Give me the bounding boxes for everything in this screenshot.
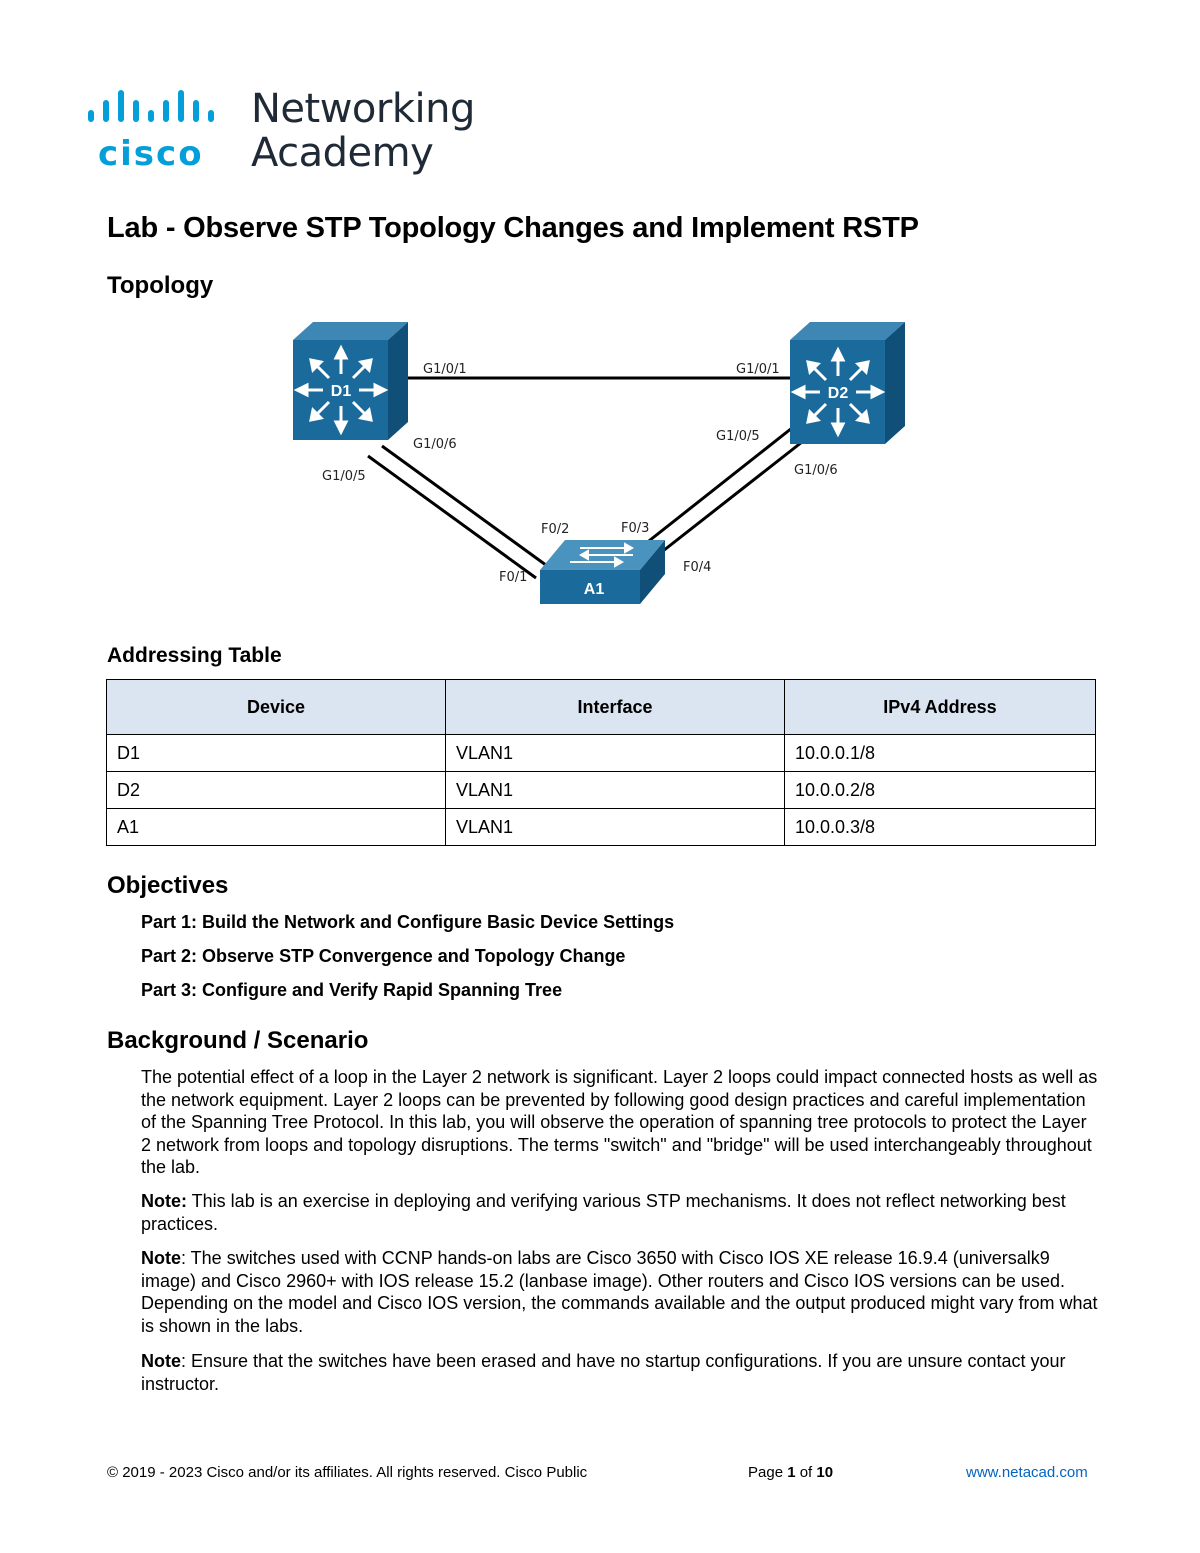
note-text: : Ensure that the switches have been erased and have no startup configurations. If you are unsure contact your instructor. <box>141 1351 1066 1394</box>
link-d2-a1-a <box>640 428 792 548</box>
port-label-d1-g106: G1/0/6 <box>413 437 457 452</box>
port-label-d1-g101: G1/0/1 <box>423 362 467 377</box>
note-label: Note <box>141 1248 181 1268</box>
table-cell: 10.0.0.3/8 <box>785 809 1096 846</box>
table-cell: VLAN1 <box>446 809 785 846</box>
switch-d2-icon <box>790 322 905 444</box>
table-cell: D2 <box>107 772 446 809</box>
note-paragraph-2 <box>141 1247 1101 1337</box>
port-label-d2-g101: G1/0/1 <box>736 362 780 377</box>
objective-item: Part 2: Observe STP Convergence and Topology Change <box>141 946 626 966</box>
page-title: Lab - Observe STP Topology Changes and Implement RSTP <box>107 212 919 244</box>
footer-page-number: Page 1 of 10 <box>748 1464 834 1481</box>
note-text: : The switches used with CCNP hands-on labs are Cisco 3650 with Cisco IOS XE release 16.9.4 (universalk9 image) and Cisco 2960+ with IOS release 15.2 (lanbase image). Other routers and Cisco IOS versions can be used. Depending on the model and Cisco IOS version, the commands available and the output produced might vary from what is shown in the labs. <box>141 1248 1098 1336</box>
logo-networking-text: Networking <box>251 86 475 132</box>
column-header: IPv4 Address <box>785 680 1096 735</box>
cisco-bars-icon <box>86 88 246 128</box>
device-label-a1: A1 <box>583 581 605 598</box>
topology-heading: Topology <box>107 272 214 299</box>
note-paragraph-1 <box>141 1190 1101 1235</box>
background-heading: Background / Scenario <box>107 1027 369 1054</box>
addressing-table-heading: Addressing Table <box>107 644 282 667</box>
link-d1-a1-a <box>368 456 536 578</box>
note-paragraph-3 <box>141 1350 1101 1395</box>
footer-copyright: © 2019 - 2023 Cisco and/or its affiliates. All rights reserved. Cisco Public <box>107 1464 588 1481</box>
port-label-a1-f04: F0/4 <box>683 560 712 575</box>
port-label-d1-g105: G1/0/5 <box>322 469 366 484</box>
addressing-table <box>106 679 1096 846</box>
table-cell: D1 <box>107 735 446 772</box>
device-label-d2: D2 <box>827 385 849 402</box>
table-row <box>107 735 1096 772</box>
logo-academy-text: Academy <box>251 130 434 176</box>
column-header: Interface <box>446 680 785 735</box>
cisco-networking-academy-logo <box>86 86 475 178</box>
note-text: This lab is an exercise in deploying and verifying various STP mechanisms. It does not reflect networking best practices. <box>141 1191 1066 1234</box>
device-label-d1: D1 <box>330 383 352 400</box>
table-header-row <box>107 680 1096 735</box>
link-d2-a1-b <box>654 442 802 558</box>
switch-d1-icon <box>293 322 408 440</box>
objectives-heading: Objectives <box>107 872 229 899</box>
cisco-wordmark: cisco <box>98 134 204 174</box>
column-header: Device <box>107 680 446 735</box>
background-paragraph: The potential effect of a loop in the Layer 2 network is significant. Layer 2 loops could impact connected hosts as well as the network equipment. Layer 2 loops can be prevented by following good design practices and careful implementation of the Spanning Tree Protocol. In this lab, you will observe the operation of spanning tree protocols to protect the Layer 2 network from loops and topology disruptions. The terms "switch" and "bridge" will be used interchangeably throughout the lab. <box>141 1067 1098 1177</box>
objective-item: Part 3: Configure and Verify Rapid Spanning Tree <box>141 980 563 1000</box>
port-label-a1-f03: F0/3 <box>621 521 650 536</box>
port-label-a1-f02: F0/2 <box>541 522 570 537</box>
table-cell: VLAN1 <box>446 735 785 772</box>
note-label: Note: <box>141 1191 187 1211</box>
objectives-list <box>141 910 674 1012</box>
table-cell: 10.0.0.2/8 <box>785 772 1096 809</box>
link-d1-a1-b <box>382 446 550 568</box>
topology-diagram <box>280 310 920 620</box>
table-cell: A1 <box>107 809 446 846</box>
switch-a1-icon <box>540 540 665 604</box>
table-row <box>107 772 1096 809</box>
port-label-d2-g106: G1/0/6 <box>794 463 838 478</box>
port-label-d2-g105: G1/0/5 <box>716 429 760 444</box>
note-label: Note <box>141 1351 181 1371</box>
objective-item: Part 1: Build the Network and Configure Basic Device Settings <box>141 912 675 932</box>
table-cell: VLAN1 <box>446 772 785 809</box>
table-row <box>107 809 1096 846</box>
footer-netacad-link[interactable]: www.netacad.com <box>966 1464 1088 1481</box>
port-label-a1-f01: F0/1 <box>499 570 528 585</box>
table-cell: 10.0.0.1/8 <box>785 735 1096 772</box>
